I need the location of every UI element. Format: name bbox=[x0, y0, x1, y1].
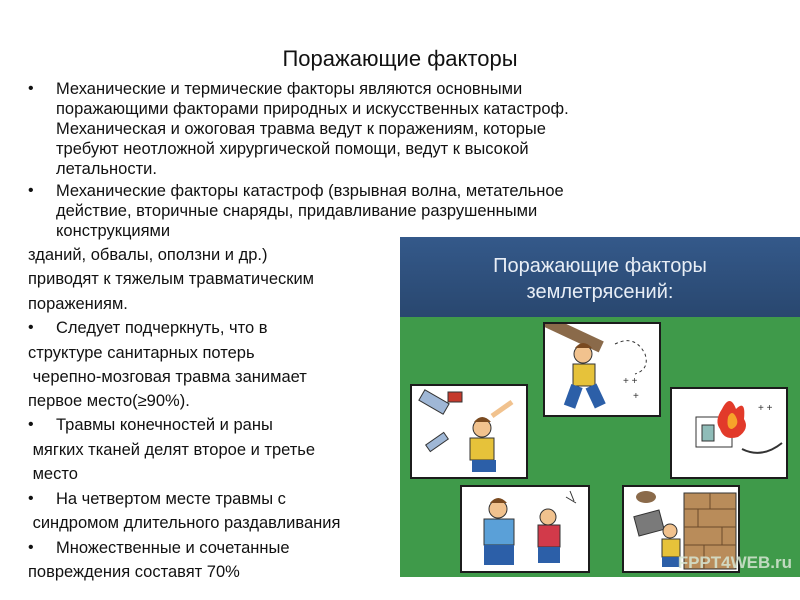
illustration-header bbox=[400, 237, 800, 317]
svg-text:+ +: + + bbox=[758, 403, 773, 414]
text-line: Механические факторы катастроф (взрывная волна, метательное bbox=[56, 182, 564, 200]
bullet-marker: • bbox=[28, 490, 34, 507]
text-line: зданий, обвалы, оползни и др.) bbox=[28, 246, 268, 264]
text-line: Множественные и сочетанные bbox=[56, 539, 290, 557]
watermark: FPPT4WEB.ru bbox=[677, 553, 792, 572]
fleeing-people-picture bbox=[460, 485, 590, 573]
svg-text:+: + bbox=[633, 391, 639, 402]
text-line: поражающими факторами природных и искусственных катастроф. bbox=[56, 100, 569, 118]
text-line: мягких тканей делят второе и третье bbox=[28, 441, 316, 459]
text-line: На четвертом месте травмы с bbox=[56, 490, 286, 508]
text-line: синдромом длительного раздавливания bbox=[28, 514, 341, 532]
fire-picture bbox=[670, 387, 788, 479]
bullet-marker: • bbox=[28, 539, 34, 556]
bullet-marker: • bbox=[28, 416, 34, 433]
text-line: первое место(≥90%). bbox=[28, 392, 190, 410]
text-line: приводят к тяжелым травматическим bbox=[28, 270, 315, 288]
falling-debris-picture bbox=[543, 322, 661, 417]
bullet-marker: • bbox=[28, 80, 34, 97]
text-line: Следует подчеркнуть, что в bbox=[56, 319, 268, 337]
text-line: летальности. bbox=[56, 160, 157, 178]
bullet-marker: • bbox=[28, 182, 34, 199]
svg-text:+ +: + + bbox=[623, 376, 638, 387]
bullet-marker: • bbox=[28, 319, 34, 336]
text-line: черепно-мозговая травма занимает bbox=[28, 368, 307, 386]
illustration-title-line2: землетрясений: bbox=[526, 281, 674, 303]
text-line: место bbox=[28, 465, 78, 483]
text-line: Механическая и ожоговая травма ведут к поражениям, которые bbox=[56, 120, 546, 138]
text-line: поражениям. bbox=[28, 295, 128, 313]
illustration-title-line1: Поражающие факторы bbox=[493, 255, 707, 277]
text-line: действие, вторичные снаряды, придавливание разрушенными bbox=[56, 202, 538, 220]
text-line: требуют неотложной хирургической помощи, ведут к высокой bbox=[56, 140, 529, 158]
flying-objects-picture bbox=[410, 384, 528, 479]
text-line: Механические и термические факторы являются основными bbox=[56, 80, 523, 98]
text-line: структуре санитарных потерь bbox=[28, 344, 255, 362]
slide-title: Поражающие факторы bbox=[282, 46, 518, 71]
text-line: Травмы конечностей и раны bbox=[56, 416, 273, 434]
earthquake-illustration bbox=[400, 237, 800, 577]
text-line: конструкциями bbox=[56, 222, 171, 240]
text-line: повреждения составят 70% bbox=[28, 563, 240, 581]
